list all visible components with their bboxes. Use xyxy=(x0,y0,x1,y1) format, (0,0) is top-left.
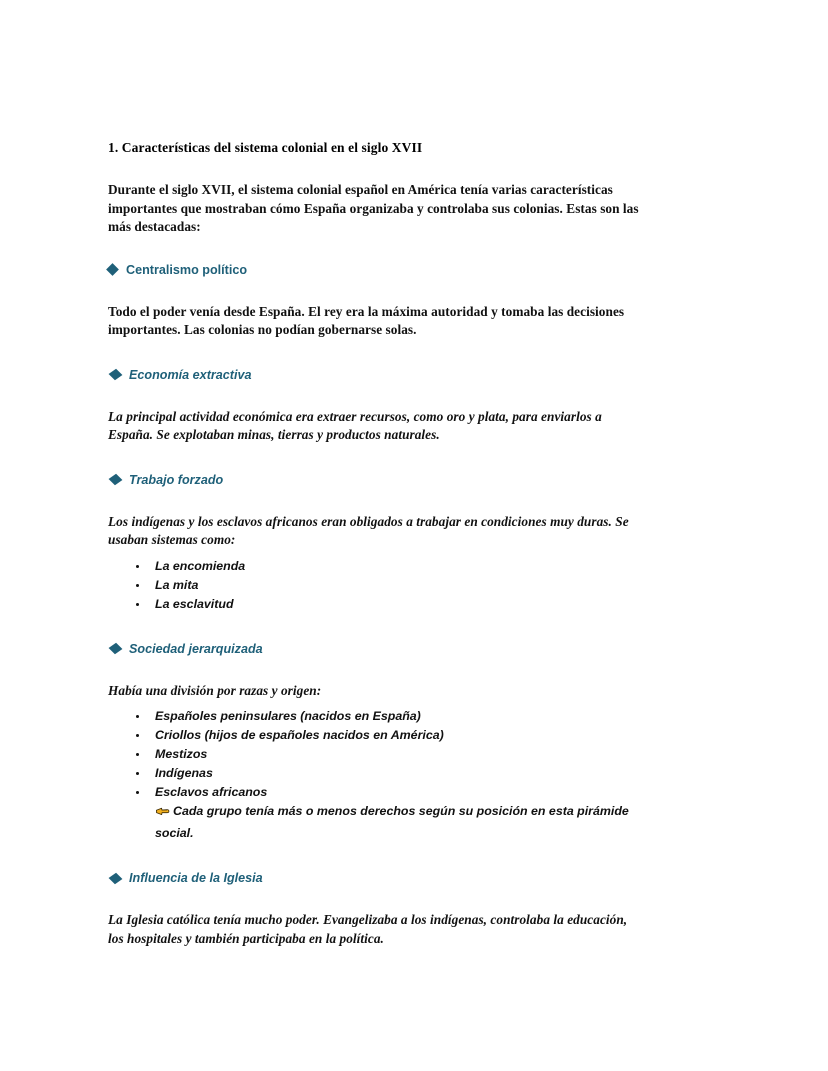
section-body-centralismo-politico: Todo el poder venía desde España. El rey era la máxima autoridad y tomaba las decisiones importantes. Las colonias no podían gobernarse solas. xyxy=(108,303,625,337)
section-heading-label: Trabajo forzado xyxy=(129,472,224,487)
sections-container xyxy=(108,237,642,949)
section-body-influencia-de-la-iglesia: La Iglesia católica tenía mucho poder. Evangelizaba a los indígenas, controlaba la educación, los hospitales y también participaba en la política. xyxy=(108,912,628,946)
section-heading-sociedad-jerarquizada xyxy=(108,641,642,657)
list-item: Mestizos xyxy=(108,745,642,764)
list-item: Españoles peninsulares (nacidos en España) xyxy=(108,707,642,726)
section-heading-label: Centralismo político xyxy=(126,262,248,277)
section-body-trabajo-forzado: Los indígenas y los esclavos africanos eran obligados a trabajar en condiciones muy duras. Se usaban sistemas como: xyxy=(108,513,629,547)
diamond-icon xyxy=(106,263,119,276)
bullet-list-trabajo-forzado xyxy=(108,557,642,614)
list-item: La encomienda xyxy=(108,557,642,576)
spacer xyxy=(108,278,642,303)
section-heading-label: Influencia de la Iglesia xyxy=(129,871,263,885)
spacer xyxy=(108,488,642,513)
spacer xyxy=(108,237,642,262)
section-body-economia-extractiva: La principal actividad económica era extraer recursos, como oro y plata, para enviarlos a España. Se explotaban minas, tierras y productos naturales. xyxy=(108,408,602,442)
section-heading-influencia-de-la-iglesia xyxy=(108,870,642,886)
list-item: Criollos (hijos de españoles nacidos en América) xyxy=(108,726,642,745)
spacer xyxy=(108,383,642,408)
diamond-icon xyxy=(109,369,123,381)
section-heading-label: Economía extractiva xyxy=(129,367,252,382)
section-heading-label: Sociedad jerarquizada xyxy=(129,641,263,656)
document-content xyxy=(108,139,642,948)
list-note xyxy=(108,802,642,843)
section-heading-economia-extractiva xyxy=(108,367,642,383)
page-title: 1. Características del sistema colonial en el siglo XVII xyxy=(108,140,423,155)
spacer xyxy=(108,657,642,682)
list-item: La mita xyxy=(108,576,642,595)
list-item: Indígenas xyxy=(108,764,642,783)
intro-paragraph: Durante el siglo XVII, el sistema colonial español en América tenía varias características importantes que mostraban cómo España organizaba y controlaba sus colonias. Estas son las más destacadas: xyxy=(108,182,639,234)
spacer xyxy=(108,886,642,911)
section-heading-centralismo-politico xyxy=(108,262,642,278)
diamond-icon xyxy=(109,474,123,486)
spacer xyxy=(108,550,642,557)
pointing-hand-icon xyxy=(155,805,170,824)
spacer xyxy=(108,340,642,367)
list-item: Esclavos africanos xyxy=(108,783,642,802)
list-note-text: Cada grupo tenía más o menos derechos según su posición en esta pirámide social. xyxy=(155,804,629,840)
spacer xyxy=(108,843,642,870)
section-body-sociedad-jerarquizada: Había una división por razas y origen: xyxy=(108,682,322,698)
diamond-icon xyxy=(109,872,123,884)
bullet-list-sociedad-jerarquizada xyxy=(108,707,642,802)
list-item: La esclavitud xyxy=(108,595,642,614)
spacer xyxy=(108,614,642,641)
spacer xyxy=(108,445,642,472)
diamond-icon xyxy=(109,643,123,655)
section-heading-trabajo-forzado xyxy=(108,472,642,488)
spacer xyxy=(108,700,642,707)
